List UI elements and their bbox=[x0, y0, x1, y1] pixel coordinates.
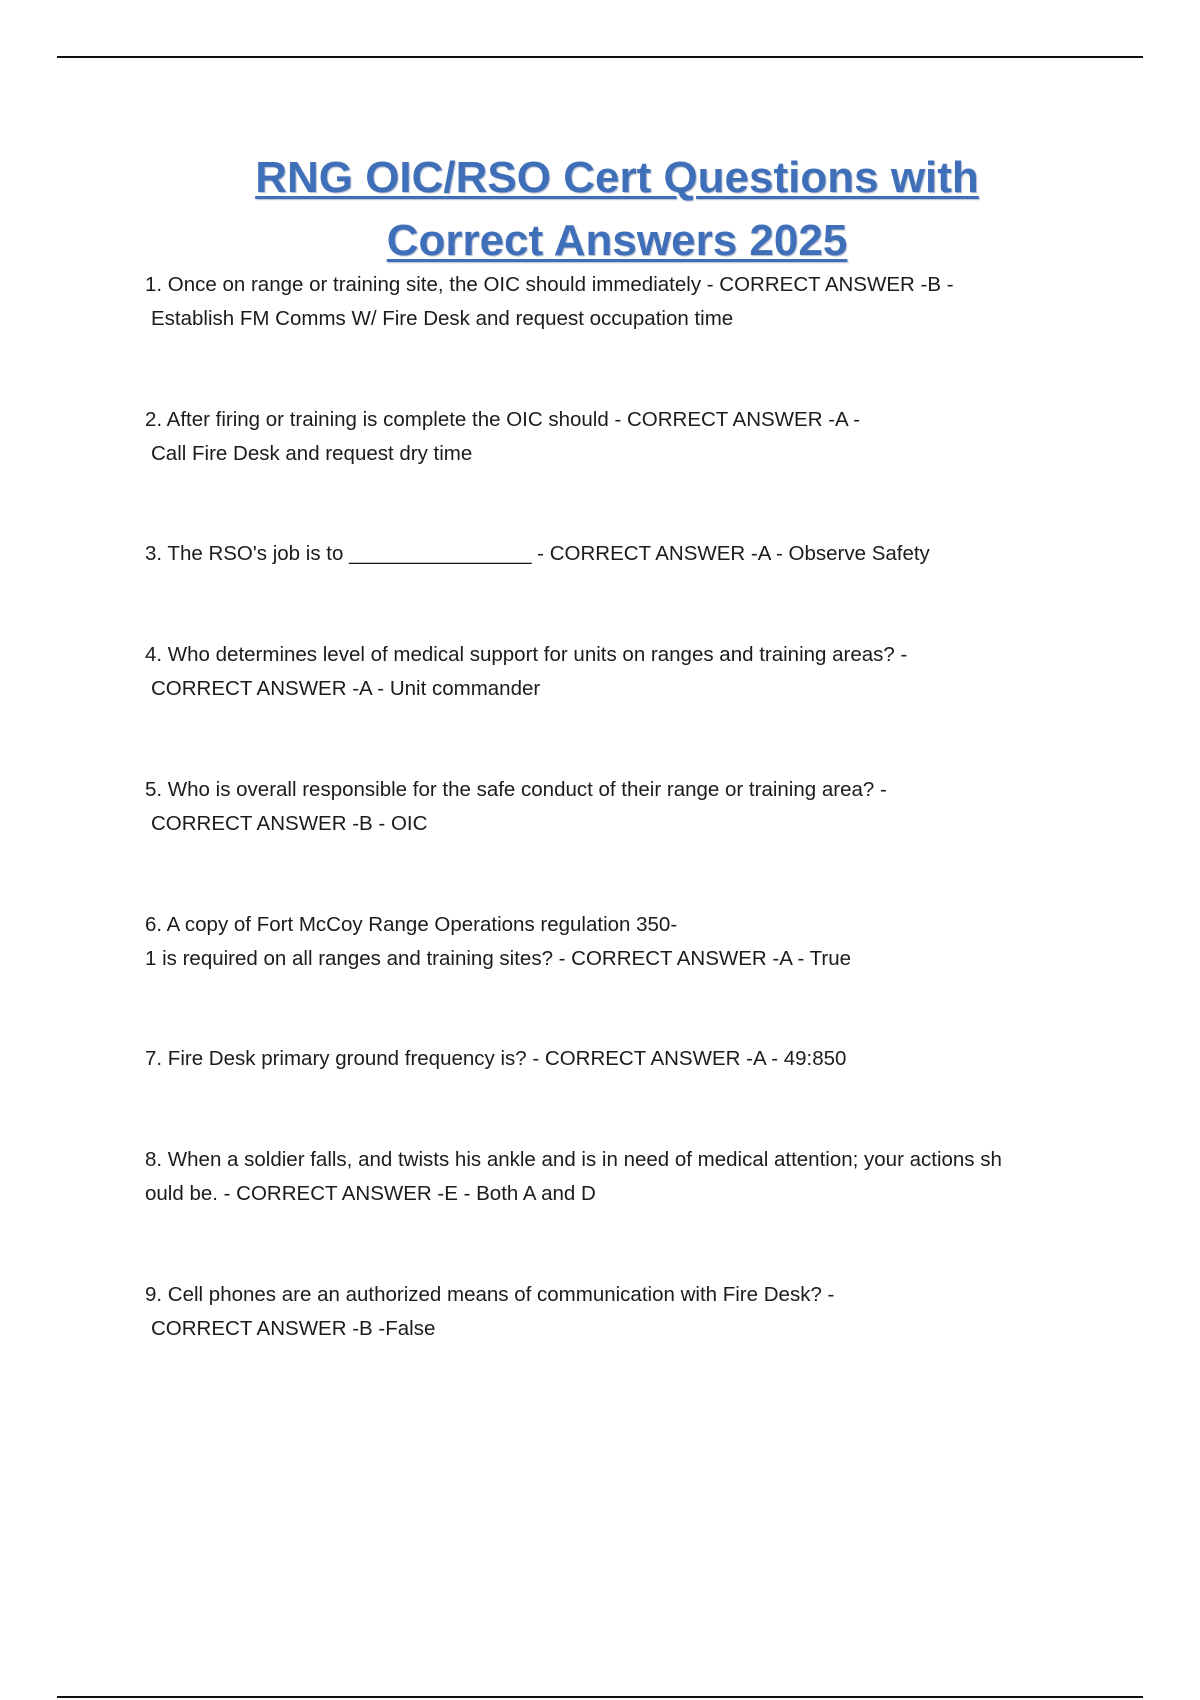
document-title bbox=[0, 146, 1200, 272]
qa-item-7 bbox=[145, 1042, 1105, 1076]
qa-item-6 bbox=[145, 908, 1105, 976]
answer-line: CORRECT ANSWER -A - Unit commander bbox=[151, 677, 541, 700]
title-line-2: Correct Answers 2025 bbox=[386, 216, 848, 265]
qa-item-5 bbox=[145, 773, 1105, 841]
question-line: 5. Who is overall responsible for the safe conduct of their range or training area? - bbox=[145, 778, 887, 801]
qa-item-9 bbox=[145, 1278, 1105, 1346]
answer-line: ould be. - CORRECT ANSWER -E - Both A and D bbox=[145, 1182, 596, 1205]
answer-line: Establish FM Comms W/ Fire Desk and request occupation time bbox=[151, 307, 734, 330]
answer-line: CORRECT ANSWER -B - OIC bbox=[151, 812, 428, 835]
question-line: 9. Cell phones are an authorized means of communication with Fire Desk? - bbox=[145, 1283, 835, 1306]
question-line: 2. After firing or training is complete the OIC should - CORRECT ANSWER -A - bbox=[145, 408, 861, 431]
answer-line: CORRECT ANSWER -B -False bbox=[151, 1317, 436, 1340]
question-line: 3. The RSO's job is to ________________ - CORRECT ANSWER -A - Observe Safety bbox=[145, 542, 930, 565]
question-line: 6. A copy of Fort McCoy Range Operations regulation 350- bbox=[145, 913, 678, 936]
question-line: 8. When a soldier falls, and twists his ankle and is in need of medical attention; your actions sh bbox=[145, 1148, 1002, 1171]
qa-item-1 bbox=[145, 268, 1105, 336]
question-line: 4. Who determines level of medical support for units on ranges and training areas? - bbox=[145, 643, 908, 666]
question-line: 1. Once on range or training site, the OIC should immediately - CORRECT ANSWER -B - bbox=[145, 273, 954, 296]
top-rule bbox=[57, 56, 1143, 58]
qa-item-8 bbox=[145, 1143, 1105, 1211]
qa-item-2 bbox=[145, 403, 1105, 471]
answer-line: 1 is required on all ranges and training sites? - CORRECT ANSWER -A - True bbox=[145, 947, 852, 970]
question-line: 7. Fire Desk primary ground frequency is? - CORRECT ANSWER -A - 49:850 bbox=[145, 1047, 847, 1070]
bottom-rule bbox=[57, 1696, 1143, 1698]
qa-item-4 bbox=[145, 638, 1105, 706]
answer-line: Call Fire Desk and request dry time bbox=[151, 442, 473, 465]
qa-item-3 bbox=[145, 537, 1105, 571]
title-line-1: RNG OIC/RSO Cert Questions with bbox=[255, 153, 979, 202]
